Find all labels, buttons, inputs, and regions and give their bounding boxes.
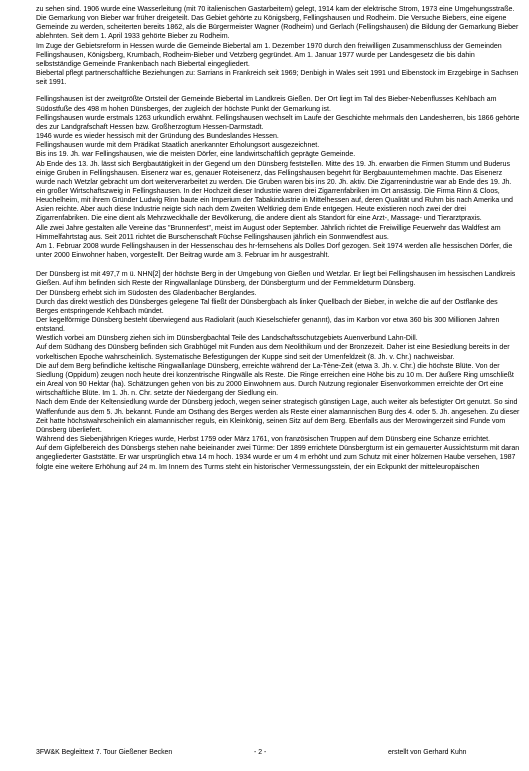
paragraph: Auf dem Südhang des Dünsberg befinden sich Grabhügel mit Funden aus dem Neolithikum und der Bronzezeit. Daher ist eine Besiedlung bereits in der vorkeltischen Epoche wahrscheinlich. Systematische Befestigungen der Kuppe sind seit der Urnenfeldzeit (8. Jh. v. Chr.) nachweisbar. (36, 344, 510, 361)
paragraph: Westlich vorbei am Dünsberg ziehen sich im Dünsbergbachtal Teile des Landschaftsschutzgebiets Auenverbund Lahn-Dill. (36, 335, 418, 343)
paragraph: Ab Ende des 13. Jh. lässt sich Bergbautätigkeit in der Gegend um den Dünsberg feststellen. Mitte des 19. Jh. erwarben die Firmen Stumm und Buderus einige Gruben in Fellingshausen. Eisenerz war es, genauer Roteisenerz, das Fellingshausen begehrt für Bergbauunternehmen machte. Das Eisenerz wurde nach Wetzlar gebracht um dort weiterverarbeitet zu werden. Die Gruben waren bis ins 20. Jh. aktiv. Die Zigarrenindustrie war ab Ende des 19. Jh. ein großer Wirtschaftszweig in Fellingshausen. In der Hochzeit dieser Industrie waren drei Zigarrenfabriken im Ort ansässig. Die Firma Rinn & Cloos, Heuchelheim, mit ihrem Gründer Ludwig Rinn baute ein Imperium der Tabakindustrie in Mittelhessen auf, deren Qualität und Ruhm bis nach Amerika und Asien reichte. Aber auch diese Industrie neigte sich nach dem Zweiten Weltkrieg dem Ende entgegen. Heute existieren noch zwei der drei Zigarrenfabriken. Die eine dient als Mehrzweckhalle der Bevölkerung, die andere dient als Standort für eine Arzt-, Massage- und Tierarztpraxis. (36, 160, 513, 223)
paragraph: Am 1. Februar 2008 wurde Fellingshausen in der Hessenschau des hr-fernsehens als Dolles Dorf gezogen. Seit 1974 werden alle hessischen Dörfer, die unter 2000 Einwohner haben, vorgestellt. Der Beitrag wurde am 3. Februar im hr ausgestrahlt. (36, 242, 513, 260)
paragraph: Durch das direkt westlich des Dünsberges gelegene Tal fließt der Dünsbergbach als linker Quellbach der Bieber, in welche die auf der Ostflanke des Berges entspringende Kehlbach mündet. (36, 298, 498, 315)
paragraph: Fellingshausen wurde mit dem Prädikat Staatlich anerkannter Erholungsort ausgezeichnet. (36, 142, 320, 150)
paragraph: 1946 wurde es wieder hessisch mit der Gründung des Bundeslandes Hessen. (36, 133, 279, 141)
paragraph: Der Dünsberg ist mit 497,7 m ü. NHN[2] der höchste Berg in der Umgebung von Gießen und Wetzlar. Er liegt bei Fellingshausen im hessischen Landkreis Gießen. Auf ihm befinden sich Reste der Ringwallanlage Dünsberg, der Dünsbergturm und der Fernmeldeturm Dünsberg. (36, 271, 516, 288)
footer-author: erstellt von Gerhard Kuhn (388, 749, 467, 756)
page-number: - 2 - (254, 749, 267, 756)
paragraph: zu sehen sind. 1906 wurde eine Wasserleitung (mit 70 italienischen Gastarbeitern) gelegt, 1914 kam der elektrische Strom, 1973 eine Umgehungsstraße. (36, 6, 515, 13)
paragraph: Alle zwei Jahre gestalten alle Vereine das "Brunnenfest", meist im August oder September. Jährlich richtet die Freiwillige Feuerwehr das Waldfest am Himmelfahrtstag aus. Seit 2011 richtet die Burschenschaft Füchse Fellingshausen jährlich ein Sonnwendfest aus. (36, 224, 501, 241)
page-footer (36, 748, 515, 760)
paragraph: Fellingshausen ist der zweitgrößte Ortsteil der Gemeinde Biebertal im Landkreis Gießen. Der Ort liegt im Tal des Bieber-Nebenflusses Kehlbach am Südostfuße des 498 m hohen Dünsberges, der zugleich der höchste Punkt der Gemarkung ist. (36, 96, 497, 113)
paragraph: Nach dem Ende der Keltensiedlung wurde der Dünsberg jedoch, wegen seiner strategisch günstigen Lage, auch weiter als befestigter Ort genutzt. So sind Waffenfunde aus dem 5. Jh. bekannt. Funde am Osthang des Berges werden als Reste einer alamannischen Burg des 4. oder 5. Jh. angesehen. Zu dieser Zeit hatte höchstwahrscheinlich ein alamannischer reguls, ein Kleinkönig, seinen Sitz auf dem Berg. Ebenfalls aus der Merowingerzeit sind Funde vom Dünsberg überliefert. (36, 399, 520, 434)
paragraph: Bis ins 19. Jh. war Fellingshausen, wie die meisten Dörfer, eine landwirtschaftlich geprägte Gemeinde. (36, 151, 356, 159)
paragraph: Die Gemarkung von Bieber war früher dreigeteilt. Das Gebiet gehörte zu Königsberg, Fellingshausen und Rodheim. Die Versuche Biebers, eine eigene Gemeinde zu werden, scheiterten bereits 1862, als die Bürgermeister Wagner (Rodheim) und Gerlach (Fellingshausen) die Bildung der Gemarkung Bieber ablehnten. Seit dem 1. April 1933 gehörte Bieber zu Rodheim. (36, 15, 519, 41)
paragraph: Im Zuge der Gebietsreform in Hessen wurde die Gemeinde Biebertal am 1. Dezember 1970 durch den freiwilligen Zusammenschluss der Gemeinden Fellingshausen, Königsberg, Krumbach, Rodheim-Bieber und Vetzberg gegründet. Am 1. Januar 1977 wurde per Landesgesetz die bis dahin selbstständige Gemeinde Frankenbach nach Biebertal eingegliedert. (36, 42, 502, 68)
body-text (36, 5, 520, 472)
paragraph: Auf dem Gipfelbereich des Dünsbergs stehen nahe beieinander zwei Türme: Der 1899 errichtete Dünsbergturm ist ein gemauerter Aussichtsturm mit daran angegliederter Gaststätte. Er war ursprünglich etwa 14 m hoch. 1934 wurde er um 4 m erhöht und zum Schutz mit einer hölzernen Haube versehen, 1987 folgte eine weitere Erhöhung auf 24 m. Im Innern des Turms steht ein historischer Vermessungsstein, der ein Eckpunkt der mitteleuropäischen (36, 445, 520, 471)
paragraph: Biebertal pflegt partnerschaftliche Beziehungen zu: Sarrians in Frankreich seit 1969; Denbigh in Wales seit 1991 und Eibenstock im Erzgebirge in Sachsen seit 1991. (36, 70, 519, 87)
paragraph: Fellingshausen wurde erstmals 1263 urkundlich erwähnt. Fellingshausen wechselt im Laufe der Geschichte mehrmals den Landesherren, bis 1866 gehörte des zur Landgrafschaft Hessen bzw. Großherzogtum Hessen-Darmstadt. (36, 114, 520, 131)
footer-title: 3FW&K Begleittext 7. Tour Gießener Becken (36, 749, 173, 756)
paragraph: Der kegelförmige Dünsberg besteht überwiegend aus Radiolarit (auch Kieselschiefer genannt), das im Karbon vor etwa 360 bis 300 Millionen Jahren entstand. (36, 317, 500, 334)
paragraph: Während des Siebenjährigen Krieges wurde, Herbst 1759 oder März 1761, von französischen Truppen auf dem Dünsberg eine Schanze errichtet. (36, 436, 491, 444)
paragraph: Der Dünsberg erhebt sich im Südosten des Gladenbacher Berglandes. (36, 289, 257, 297)
paragraph: Die auf dem Berg befindliche keltische Ringwallanlage Dünsberg, erreichte während der La-Tène-Zeit (etwa 3. Jh. v. Chr.) die höchste Blüte. Von der Siedlung (Oppidum) zeugen noch heute drei konzentrische Ringwälle als Reste. Die Ringe erreichen eine Höhe bis zu 10 m. Der äußere Ring umschließt ein Areal von 90 Hektar (ha). Schätzungen gehen von bis zu 2000 Einwohnern aus. Durch Nutzung regionaler Eisenvorkommen erreichte der Ort eine wirtschaftliche Blüte. Im 1. Jh. n. Chr. setzte der Niedergang der Siedlung ein. (36, 362, 514, 398)
